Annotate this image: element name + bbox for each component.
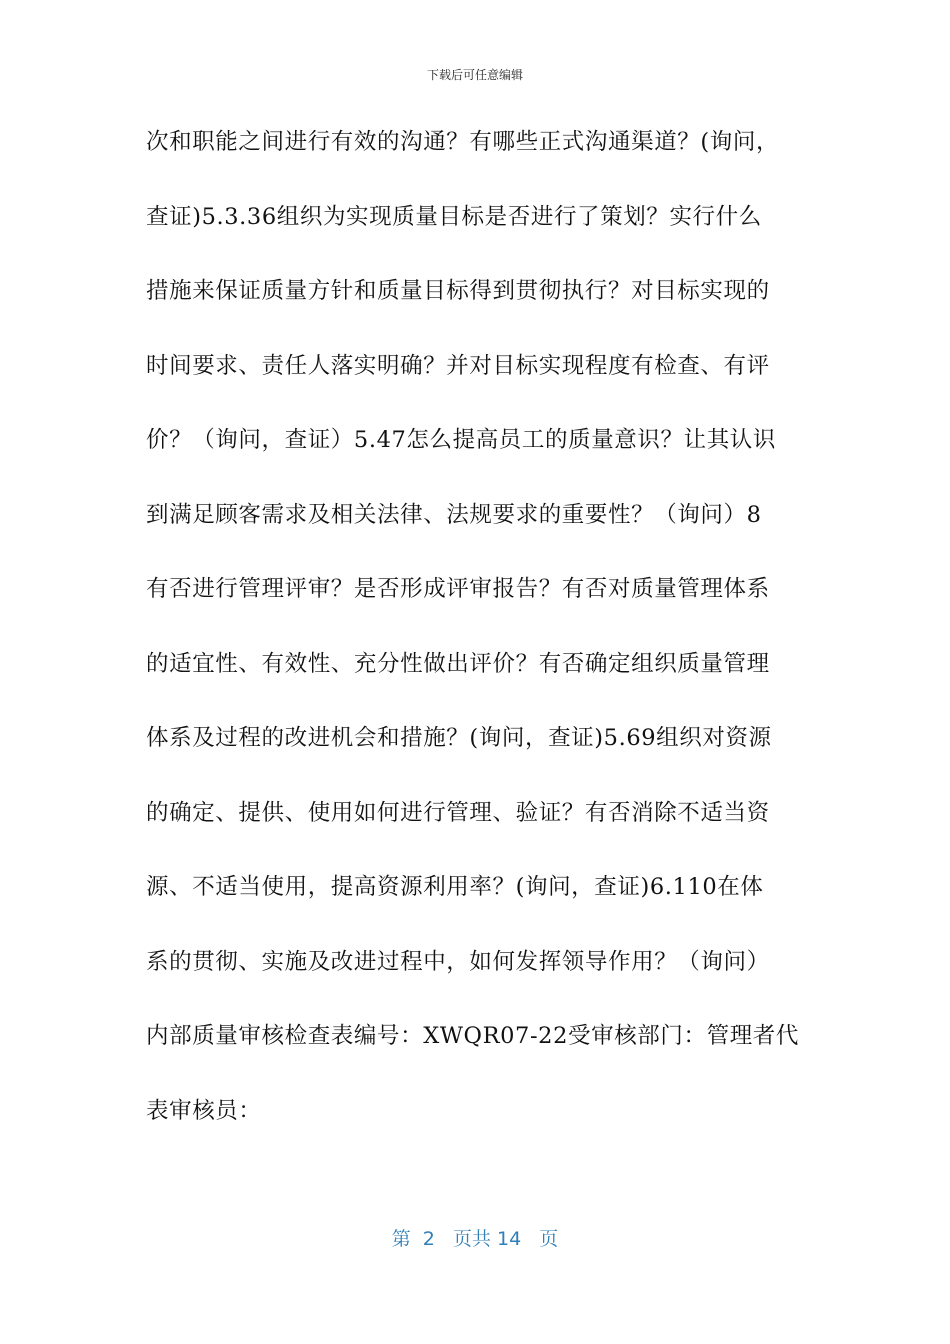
- body-line: 次和职能之间进行有效的沟通？有哪些正式沟通渠道？(询问，: [146, 129, 780, 155]
- body-line: 到满足顾客需求及相关法律、法规要求的重要性？（询问）8: [146, 501, 762, 528]
- body-line: 有否进行管理评审？是否形成评审报告？有否对质量管理体系: [146, 576, 770, 602]
- body-line: 时间要求、责任人落实明确？并对目标实现程度有检查、有评: [146, 352, 770, 379]
- body-line: 体系及过程的改进机会和措施？(询问，查证)5.69组织对资源: [146, 725, 772, 751]
- body-line: 表审核员：: [146, 1097, 262, 1124]
- body-line: 措施来保证质量方针和质量目标得到贯彻执行？对目标实现的: [146, 278, 770, 304]
- page-number-footer: 第 2 页共 14 页: [391, 1228, 559, 1250]
- header-note: 下载后可任意编辑: [426, 68, 523, 82]
- body-line: 系的贯彻、实施及改进过程中，如何发挥领导作用？（询问）: [146, 948, 770, 975]
- body-line: 源、不适当使用，提高资源利用率？(询问，查证)6.110在体: [146, 874, 764, 900]
- body-line: 的确定、提供、使用如何进行管理、验证？有否消除不适当资: [146, 799, 770, 826]
- body-line: 查证)5.3.36组织为实现质量目标是否进行了策划？实行什么: [146, 203, 762, 230]
- body-line: 价？（询问，查证）5.47怎么提高员工的质量意识？让其认识: [146, 427, 776, 453]
- body-line: 内部质量审核检查表编号：XWQR07-22受审核部门：管理者代: [146, 1023, 799, 1049]
- body-line: 的适宜性、有效性、充分性做出评价？有否确定组织质量管理: [146, 650, 770, 677]
- document-body: [146, 112, 806, 1155]
